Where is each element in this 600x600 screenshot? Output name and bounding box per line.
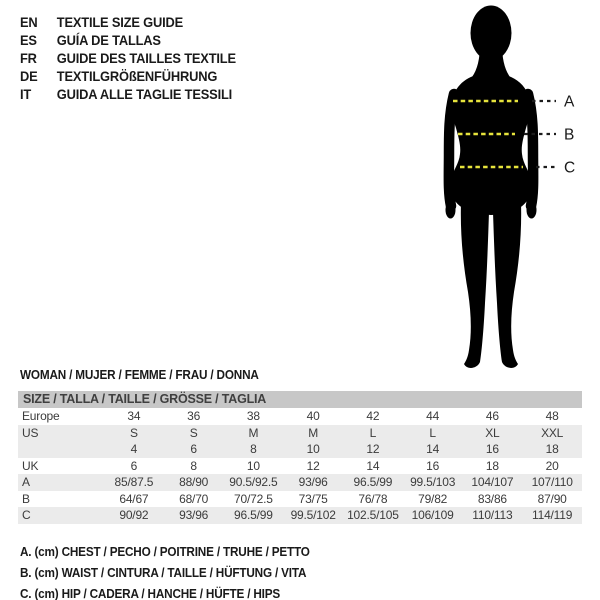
table-row [18, 491, 582, 508]
table-cell: 8 [250, 442, 257, 456]
table-cell: 36 [187, 409, 201, 423]
table-cell: S [189, 425, 198, 440]
table-cell: 48 [545, 409, 559, 423]
row-label: UK [22, 458, 39, 473]
row-label: US [22, 425, 39, 440]
table-row [18, 425, 582, 442]
table-cell: 96.5/99 [353, 475, 393, 489]
table-cell: 42 [366, 409, 380, 423]
table-cell: 90.5/92.5 [229, 475, 278, 489]
legend-line-chest: A. (cm) CHEST / PECHO / POITRINE / TRUHE / PETTO [20, 545, 310, 559]
table-cell: 44 [426, 409, 440, 423]
row-label: B [22, 491, 30, 506]
table-cell: 93/96 [298, 475, 328, 489]
table-cell: 83/86 [477, 491, 507, 506]
table-cell: 99.5/102 [290, 508, 336, 522]
size-table [18, 391, 582, 524]
table-title: WOMAN / MUJER / FEMME / FRAU / DONNA [20, 368, 259, 382]
table-cell: 96.5/99 [234, 508, 273, 522]
size-table-rows [18, 408, 582, 524]
table-cell: 68/70 [179, 491, 209, 506]
language-label: TEXTILGRÖßENFÜHRUNG [56, 68, 218, 84]
legend-line-waist: B. (cm) WAIST / CINTURA / TAILLE / HÜFTUNG / VITA [20, 566, 307, 580]
table-cell: L [369, 425, 377, 440]
table-cell: 38 [246, 409, 260, 423]
language-label: GUÍA DE TALLAS [56, 32, 161, 48]
language-code: EN [20, 14, 38, 30]
table-cell: 110/113 [472, 508, 513, 522]
table-cell: 76/78 [358, 491, 388, 506]
figure-region [418, 0, 600, 385]
language-code: ES [20, 32, 37, 48]
table-cell: 18 [545, 442, 559, 456]
table-cell: XXL [541, 425, 564, 440]
marker-label-a: A [564, 93, 575, 111]
marker-label-c: C [564, 159, 576, 177]
language-code: DE [20, 68, 38, 84]
table-cell: 99.5/103 [410, 475, 456, 489]
table-cell: 8 [190, 458, 197, 473]
language-row [20, 49, 236, 67]
language-code: IT [20, 86, 32, 102]
table-cell: 46 [485, 409, 499, 423]
silhouette-body [446, 6, 537, 368]
marker-label-b: B [564, 126, 575, 144]
table-cell: 85/87.5 [114, 475, 154, 489]
table-cell: M [248, 425, 259, 440]
table-cell: 87/90 [537, 491, 567, 506]
table-cell: L [429, 425, 436, 440]
table-cell: 88/90 [179, 475, 209, 489]
size-table-header: SIZE / TALLA / TAILLE / GRÖSSE / TAGLIA [18, 391, 582, 408]
row-label: Europe [22, 409, 60, 423]
table-cell: 107/110 [531, 475, 573, 489]
table-cell: 40 [306, 409, 320, 423]
row-label: C [22, 508, 31, 522]
language-label: TEXTILE SIZE GUIDE [56, 14, 184, 30]
table-cell: 79/82 [418, 491, 448, 506]
table-row [18, 474, 582, 491]
table-cell: 12 [366, 442, 380, 456]
table-cell: M [308, 425, 319, 440]
language-row [20, 67, 236, 85]
table-cell: 14 [366, 458, 380, 473]
table-cell: 12 [306, 458, 320, 473]
table-row [18, 507, 582, 524]
language-row [20, 85, 236, 103]
table-cell: 73/75 [298, 491, 328, 506]
language-row [20, 13, 236, 31]
table-cell: 10 [306, 442, 320, 456]
table-cell: 4 [130, 442, 138, 456]
table-cell: 114/119 [532, 508, 573, 522]
table-cell: 20 [545, 458, 559, 473]
table-cell: 106/109 [411, 508, 454, 522]
table-cell: 90/92 [119, 508, 149, 522]
table-row [18, 441, 582, 458]
table-cell: 34 [127, 409, 141, 423]
table-cell: 70/72.5 [234, 491, 273, 506]
language-label: GUIDA ALLE TAGLIE TESSILI [56, 86, 233, 102]
table-cell: 102.5/105 [347, 508, 399, 522]
language-code: FR [20, 50, 37, 66]
table-cell: 10 [246, 458, 260, 473]
table-cell: XL [485, 425, 500, 440]
language-row [20, 31, 236, 49]
table-cell: 16 [426, 458, 440, 473]
table-cell: 6 [130, 458, 138, 473]
table-cell: 64/67 [119, 491, 149, 506]
table-row [18, 408, 582, 425]
table-cell: 104/107 [471, 475, 514, 489]
table-cell: 6 [190, 442, 197, 456]
legend-line-hip: C. (cm) HIP / CADERA / HANCHE / HÜFTE / HIPS [20, 587, 281, 600]
table-cell: 14 [426, 442, 440, 456]
table-row [18, 458, 582, 475]
language-label: GUIDE DES TAILLES TEXTILE [56, 50, 236, 66]
language-list [20, 13, 236, 103]
measurement-legend [20, 542, 310, 600]
woman-silhouette [418, 0, 600, 385]
table-cell: S [129, 425, 138, 440]
table-cell: 18 [485, 458, 499, 473]
table-cell: 93/96 [179, 508, 209, 522]
table-cell: 16 [485, 442, 499, 456]
row-label: A [22, 475, 30, 489]
